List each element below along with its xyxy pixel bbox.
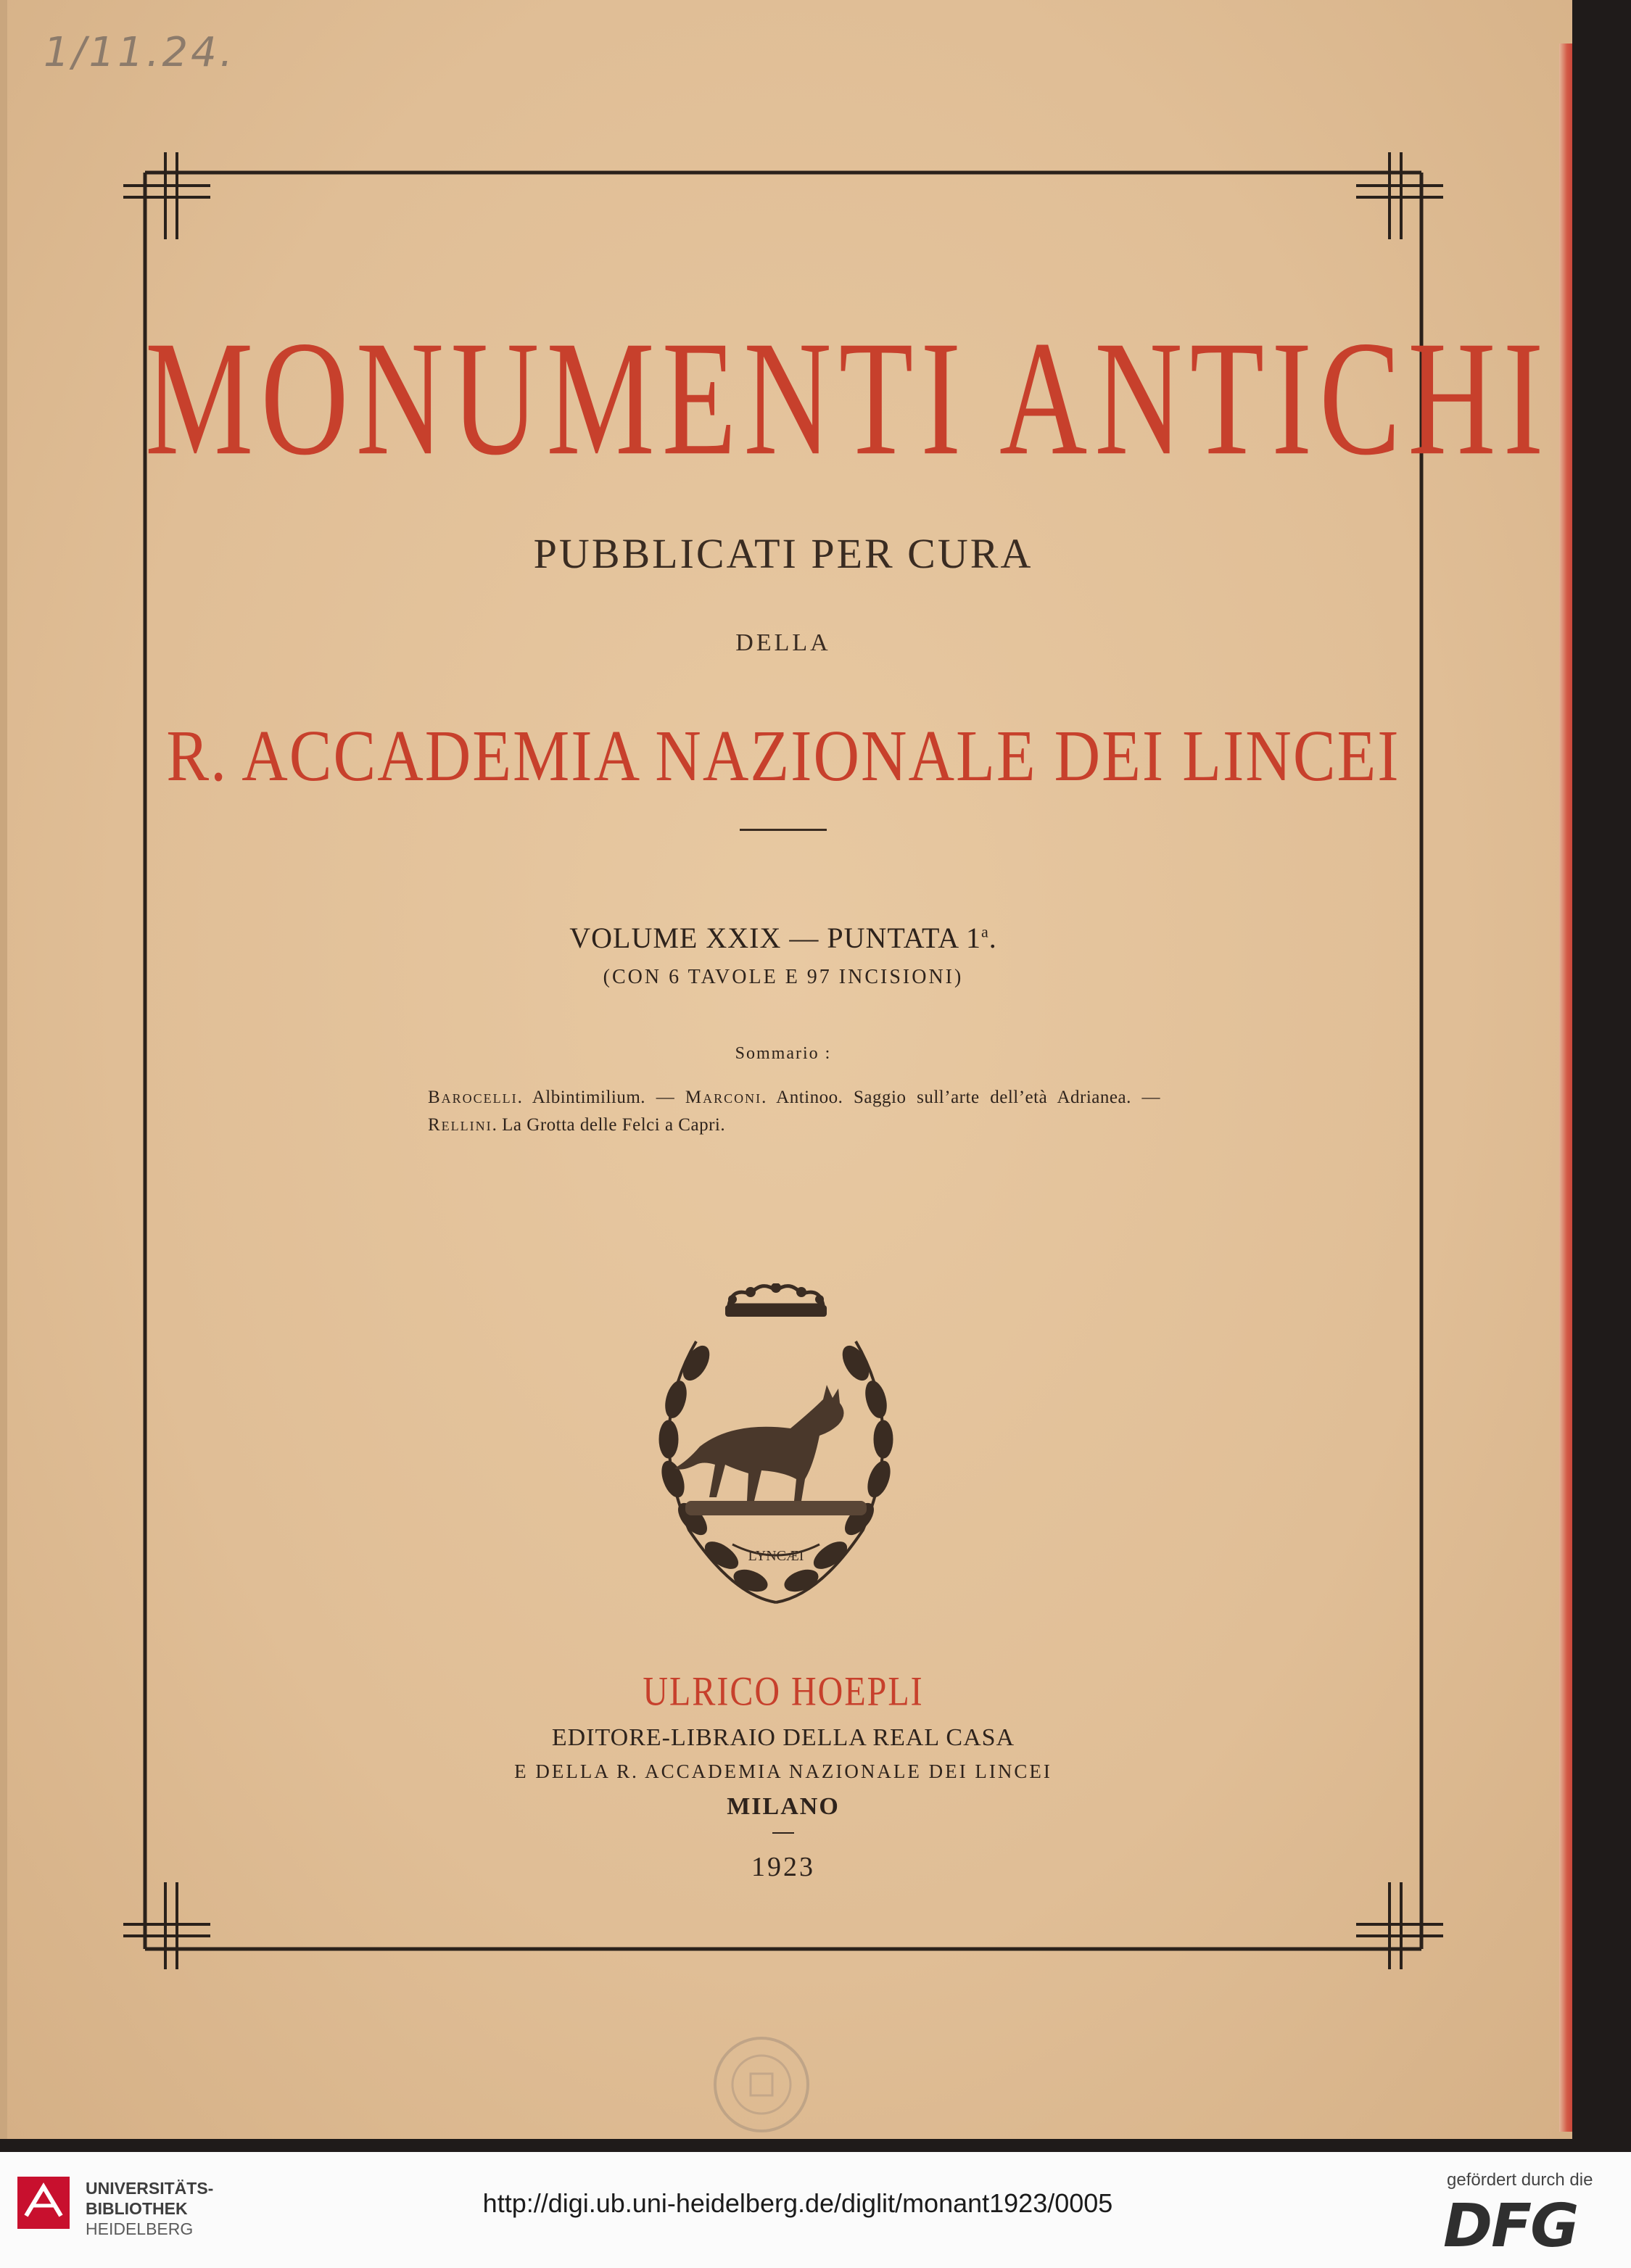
lincei-emblem [624,1283,928,1631]
emblem-motto: LYNCÆI [748,1548,804,1564]
divider-rule [740,829,827,831]
library-stamp-icon [707,2030,816,2139]
university-library-logo-icon[interactable] [15,2174,73,2232]
subtitle: PUBBLICATI PER CURA [533,530,1033,577]
publisher-line-2: E DELLA R. ACCADEMIA NAZIONALE DEI LINCEI [514,1760,1052,1782]
della-line: DELLA [735,629,831,656]
volume-line: VOLUME XXIX — PUNTATA 1$^a$. [569,922,997,954]
viewer-footer [0,2152,1631,2268]
publisher-line-1: EDITORE-LIBRAIO DELLA REAL CASA [551,1724,1015,1751]
permalink-url[interactable]: http://digi.ub.uni-heidelberg.de/diglit/monant1923/0005 [482,2188,1113,2218]
university-library-name[interactable]: UNIVERSITÄTS- BIBLIOTHEK HEIDELBERG [86,2179,214,2238]
publication-year: 1923 [751,1852,815,1882]
main-title: MONUMENTI ANTICHI [145,307,1551,490]
summary-label: Sommario : [735,1044,832,1063]
dfg-logo[interactable]: DFG [1443,2192,1578,2261]
crown-icon [725,1283,827,1317]
plates-note: (CON 6 TAVOLE E 97 INCISIONI) [603,966,964,988]
summary-text: Barocelli. Albintimilium. — Marconi. Antinoo. Saggio sull’arte dell’età Adrianea. — Rellini. La Grotta delle Felci a Capri. [428,1088,1160,1135]
short-rule [772,1832,794,1834]
pencil-note: 1/11.24. [44,29,236,76]
publication-city: MILANO [727,1793,840,1820]
lynx-icon [674,1385,867,1515]
funding-label: gefördert durch die [1447,2170,1593,2190]
academy-name: R. ACCADEMIA NAZIONALE DEI LINCEI [166,716,1400,797]
publisher-name: ULRICO HOEPLI [643,1668,924,1715]
